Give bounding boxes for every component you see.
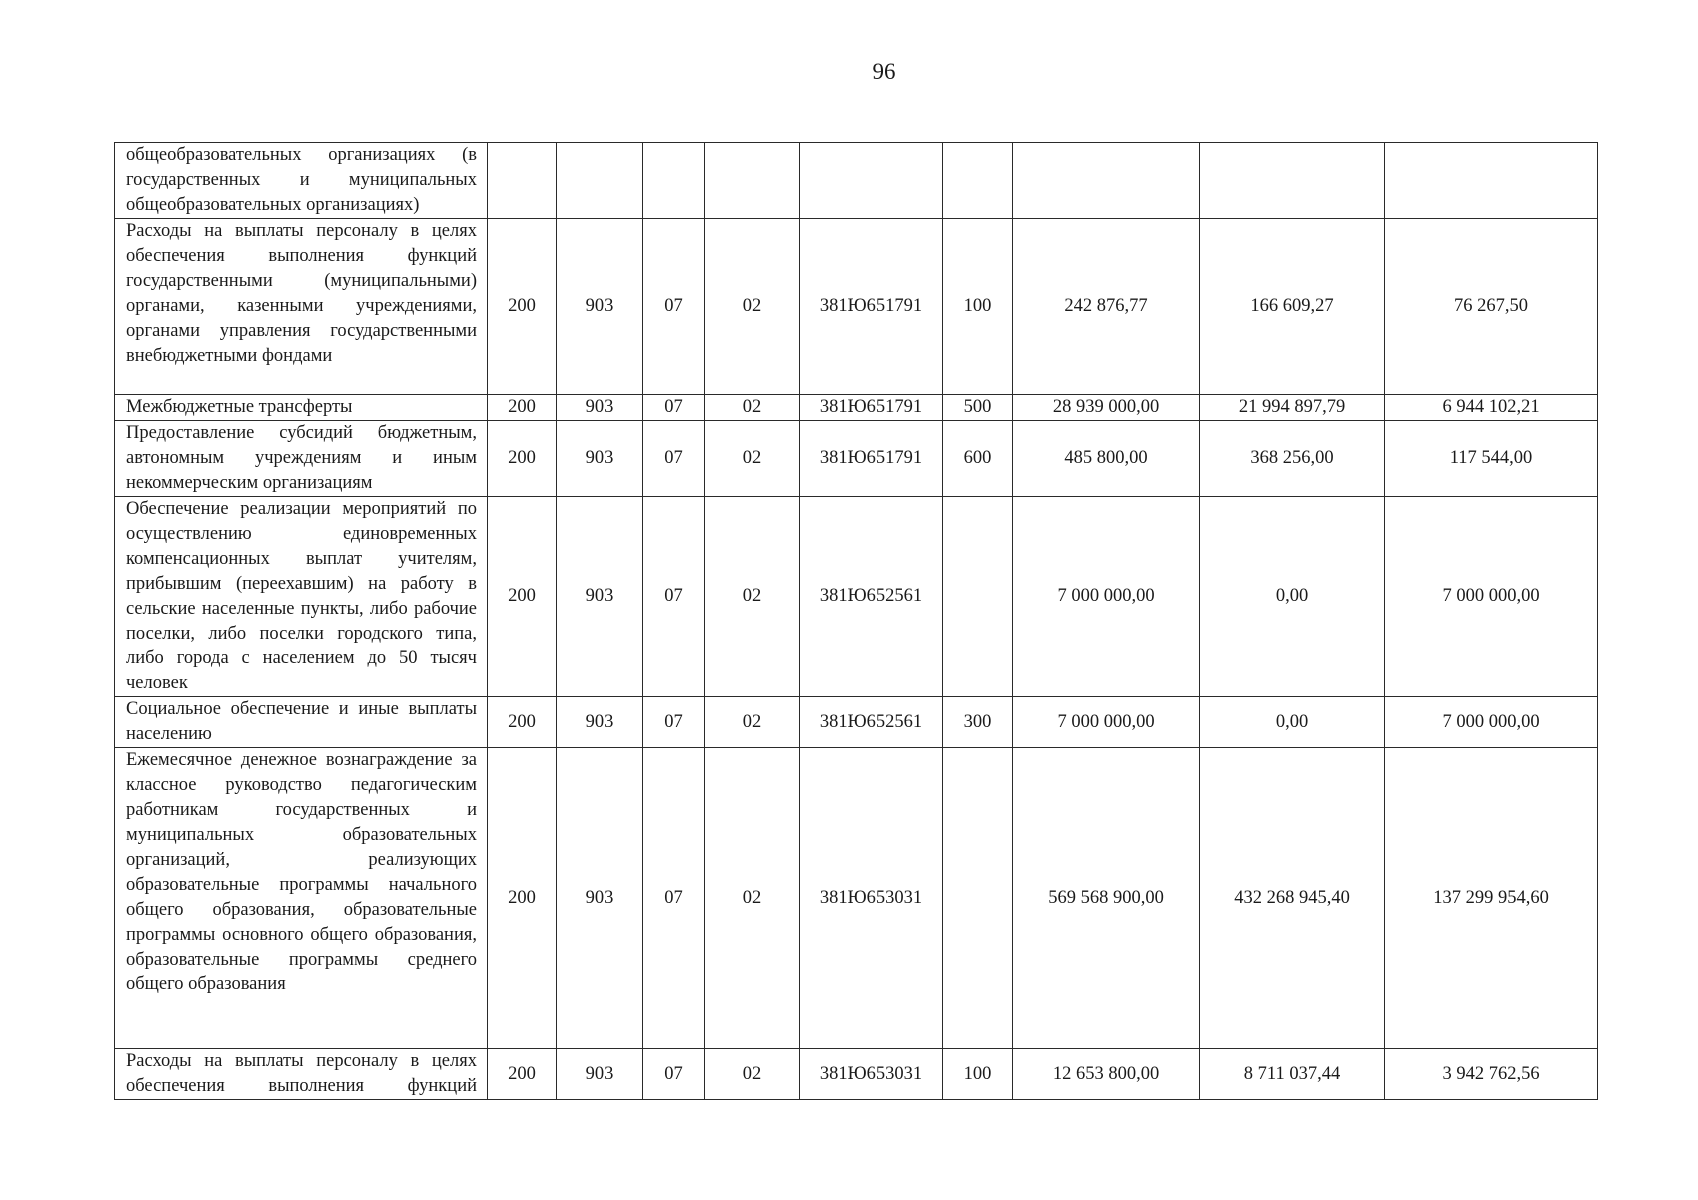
- row-grbs-code: 903: [557, 421, 643, 497]
- row-subsection-code: 02: [705, 395, 800, 421]
- row-grbs-code: 903: [557, 395, 643, 421]
- row-remainder-amount: 7 000 000,00: [1385, 697, 1598, 748]
- page-number: 96: [872, 59, 896, 84]
- row-grbs-code: 903: [557, 748, 643, 1049]
- row-admin-code: 200: [488, 497, 557, 697]
- table-row: [115, 143, 1598, 219]
- row-executed-amount: 0,00: [1200, 697, 1385, 748]
- row-plan-amount: 7 000 000,00: [1013, 497, 1200, 697]
- row-subsection-code: 02: [705, 497, 800, 697]
- row-expense-type: 600: [943, 421, 1013, 497]
- row-expense-type: [943, 497, 1013, 697]
- table-row: [115, 219, 1598, 395]
- row-executed-amount: 21 994 897,79: [1200, 395, 1385, 421]
- row-plan-amount: 7 000 000,00: [1013, 697, 1200, 748]
- budget-table: [114, 142, 1598, 1100]
- row-plan-amount: [1013, 143, 1200, 219]
- row-description: Расходы на выплаты персоналу в целях обеспечения выполнения функций государственными (муниципальными) органами, казенными учреждениями, органами управления государственными внебюджетными фондами: [115, 219, 488, 395]
- row-remainder-amount: 137 299 954,60: [1385, 748, 1598, 1049]
- row-subsection-code: [705, 143, 800, 219]
- row-subsection-code: 02: [705, 219, 800, 395]
- row-expense-type: 100: [943, 1049, 1013, 1100]
- row-subsection-code: 02: [705, 697, 800, 748]
- row-section-code: 07: [643, 421, 705, 497]
- row-grbs-code: 903: [557, 497, 643, 697]
- row-section-code: 07: [643, 219, 705, 395]
- row-target-article: 381Ю652561: [800, 697, 943, 748]
- table-row: [115, 697, 1598, 748]
- row-target-article: 381Ю651791: [800, 395, 943, 421]
- row-description: Межбюджетные трансферты: [115, 395, 488, 421]
- row-expense-type: 300: [943, 697, 1013, 748]
- row-executed-amount: 166 609,27: [1200, 219, 1385, 395]
- row-subsection-code: 02: [705, 748, 800, 1049]
- table-row: [115, 421, 1598, 497]
- row-expense-type: 100: [943, 219, 1013, 395]
- row-executed-amount: 0,00: [1200, 497, 1385, 697]
- row-executed-amount: 8 711 037,44: [1200, 1049, 1385, 1100]
- row-remainder-amount: [1385, 143, 1598, 219]
- row-remainder-amount: 76 267,50: [1385, 219, 1598, 395]
- table-row: [115, 748, 1598, 1049]
- row-admin-code: 200: [488, 748, 557, 1049]
- row-description: Предоставление субсидий бюджетным, автономным учреждениям и иным некоммерческим организациям: [115, 421, 488, 497]
- row-description: Обеспечение реализации мероприятий по осуществлению единовременных компенсационных выплат учителям, прибывшим (переехавшим) на работу в сельские населенные пункты, либо рабочие поселки, либо поселки городского типа, либо города с населением до 50 тысяч человек: [115, 497, 488, 697]
- row-grbs-code: 903: [557, 697, 643, 748]
- row-plan-amount: 12 653 800,00: [1013, 1049, 1200, 1100]
- row-target-article: 381Ю653031: [800, 1049, 943, 1100]
- table-row: [115, 1049, 1598, 1100]
- row-target-article: 381Ю652561: [800, 497, 943, 697]
- row-target-article: 381Ю651791: [800, 421, 943, 497]
- row-section-code: 07: [643, 497, 705, 697]
- row-remainder-amount: 6 944 102,21: [1385, 395, 1598, 421]
- row-description: Расходы на выплаты персоналу в целях обеспечения выполнения функций: [115, 1049, 488, 1100]
- row-plan-amount: 569 568 900,00: [1013, 748, 1200, 1049]
- row-section-code: [643, 143, 705, 219]
- row-description: общеобразовательных организациях (в государственных и муниципальных общеобразовательных организациях): [115, 143, 488, 219]
- row-subsection-code: 02: [705, 421, 800, 497]
- row-admin-code: 200: [488, 1049, 557, 1100]
- row-expense-type: [943, 143, 1013, 219]
- row-plan-amount: 28 939 000,00: [1013, 395, 1200, 421]
- row-subsection-code: 02: [705, 1049, 800, 1100]
- row-expense-type: 500: [943, 395, 1013, 421]
- row-plan-amount: 485 800,00: [1013, 421, 1200, 497]
- row-executed-amount: 432 268 945,40: [1200, 748, 1385, 1049]
- row-executed-amount: 368 256,00: [1200, 421, 1385, 497]
- row-remainder-amount: 117 544,00: [1385, 421, 1598, 497]
- row-target-article: 381Ю651791: [800, 219, 943, 395]
- row-admin-code: 200: [488, 219, 557, 395]
- row-description: Ежемесячное денежное вознаграждение за классное руководство педагогическим работникам государственных и муниципальных образовательных организаций, реализующих образовательные программы начального общего образования, образовательные программы основного общего образования, образовательные программы среднего общего образования: [115, 748, 488, 1049]
- row-admin-code: 200: [488, 697, 557, 748]
- row-remainder-amount: 7 000 000,00: [1385, 497, 1598, 697]
- row-grbs-code: 903: [557, 1049, 643, 1100]
- row-executed-amount: [1200, 143, 1385, 219]
- row-expense-type: [943, 748, 1013, 1049]
- row-grbs-code: 903: [557, 219, 643, 395]
- row-plan-amount: 242 876,77: [1013, 219, 1200, 395]
- row-admin-code: 200: [488, 395, 557, 421]
- row-admin-code: 200: [488, 421, 557, 497]
- row-remainder-amount: 3 942 762,56: [1385, 1049, 1598, 1100]
- row-admin-code: [488, 143, 557, 219]
- row-section-code: 07: [643, 697, 705, 748]
- row-section-code: 07: [643, 748, 705, 1049]
- row-target-article: [800, 143, 943, 219]
- row-grbs-code: [557, 143, 643, 219]
- row-section-code: 07: [643, 1049, 705, 1100]
- table-row: [115, 497, 1598, 697]
- table-row: [115, 395, 1598, 421]
- row-target-article: 381Ю653031: [800, 748, 943, 1049]
- row-description: Социальное обеспечение и иные выплаты населению: [115, 697, 488, 748]
- row-section-code: 07: [643, 395, 705, 421]
